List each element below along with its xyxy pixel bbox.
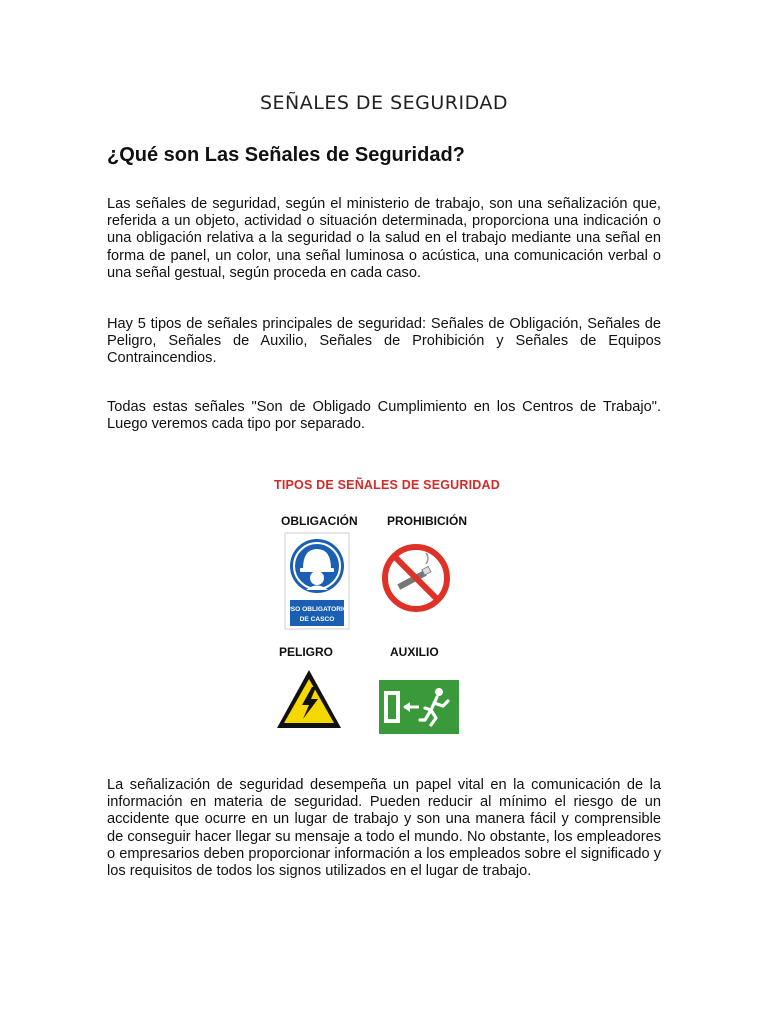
label-auxilio: AUXILIO xyxy=(390,645,439,659)
paragraph-types: Hay 5 tipos de señales principales de seguridad: Señales de Obligación, Señales de Peligro, Señales de Auxilio, Señales de Prohibición y Señales de Equipos Contraincendios. xyxy=(107,316,661,367)
section-heading: ¿Qué son Las Señales de Seguridad? xyxy=(107,144,465,166)
emergency-exit-icon xyxy=(379,680,459,734)
sign-text-line1: USO OBLIGATORIO xyxy=(285,606,349,613)
paragraph-obligation: Todas estas señales "Son de Obligado Cumplimiento en los Centros de Trabajo". Luego veremos cada tipo por separado. xyxy=(107,399,661,433)
label-obligacion: OBLIGACIÓN xyxy=(281,514,358,528)
paragraph-definition: Las señales de seguridad, según el ministerio de trabajo, son una señalización que, referida a un objeto, actividad o situación determinada, proporciona una indicación o una obligación relativa a la seguridad o la salud en el trabajo mediante una señal en forma de panel, un color, una señal luminosa o acústica, una comunicación verbal o una señal gestual, según proceda en cada caso. xyxy=(107,196,661,281)
figure-title: TIPOS DE SEÑALES DE SEGURIDAD xyxy=(274,478,500,492)
label-prohibicion: PROHIBICIÓN xyxy=(387,514,468,528)
label-peligro: PELIGRO xyxy=(279,645,334,659)
high-voltage-icon xyxy=(274,667,344,731)
document-title: SEÑALES DE SEGURIDAD xyxy=(259,92,509,114)
paragraph-importance: La señalización de seguridad desempeña un papel vital en la comunicación de la información en materia de seguridad. Pueden reducir al mínimo el riesgo de un accidente que ocurre en un lugar de trabajo y son una manera fácil y comprensible de conseguir hacer llegar su mensaje a todo el mundo. No obstante, los empleadores o empresarios deben proporcionar información a los empleados sobre el significado y los requisitos de todos los signos utilizados en el lugar de trabajo. xyxy=(107,777,661,880)
safety-signs-figure xyxy=(262,470,502,745)
helmet-icon xyxy=(284,532,350,630)
sign-text-line2: DE CASCO xyxy=(299,616,335,623)
no-smoking-icon xyxy=(382,544,450,612)
